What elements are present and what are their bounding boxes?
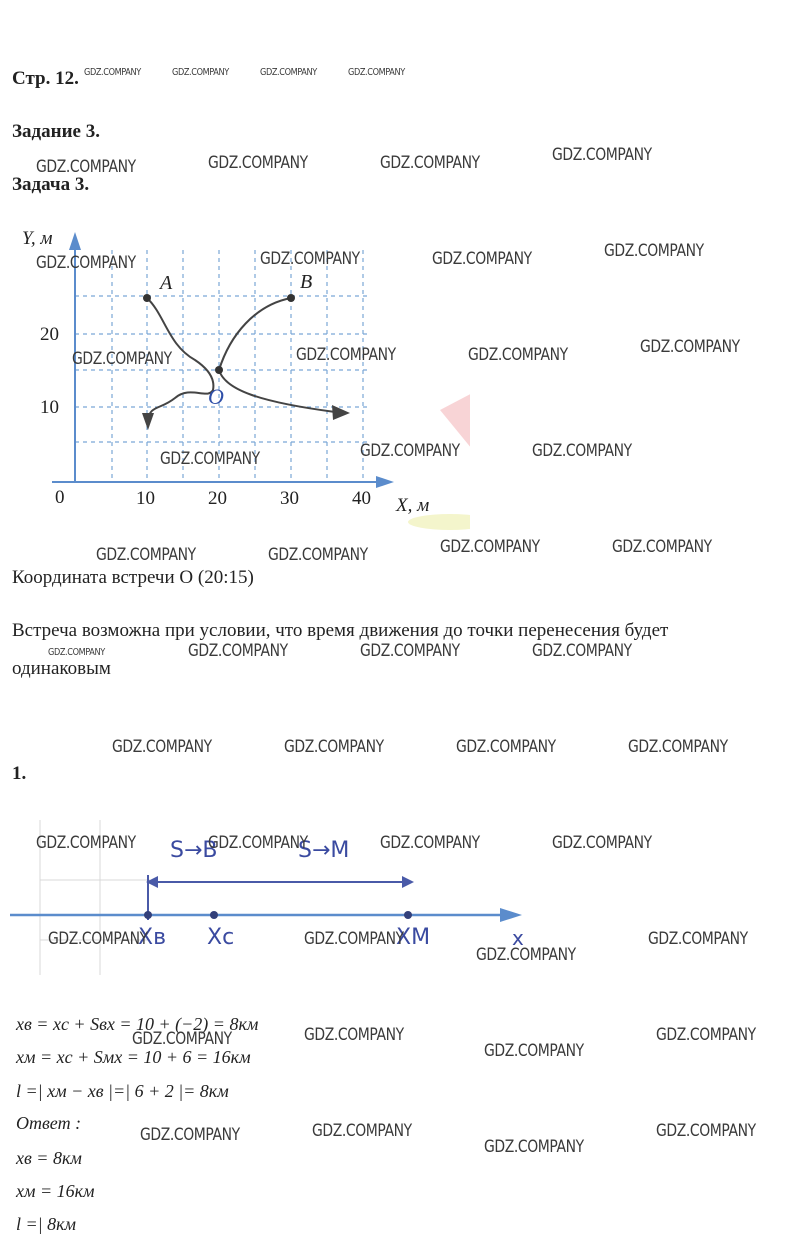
xm-dot (404, 911, 412, 919)
watermark: GDZ.COMPANY (312, 1121, 412, 1141)
watermark: GDZ.COMPANY (132, 1029, 232, 1049)
x-tick-30: 30 (280, 488, 299, 509)
watermark: GDZ.COMPANY (112, 737, 212, 757)
y-tick-10: 10 (40, 397, 59, 418)
xb-dot (144, 911, 152, 919)
watermark: GDZ.COMPANY (640, 337, 740, 357)
watermark: GDZ.COMPANY (304, 1025, 404, 1045)
xc-dot (210, 911, 218, 919)
watermark: GDZ.COMPANY (36, 253, 136, 273)
page-number: Стр. 12. (12, 68, 79, 89)
x-tick-40: 40 (352, 488, 371, 509)
watermark: GDZ.COMPANY (284, 737, 384, 757)
item-1-label: 1. (12, 763, 27, 784)
watermark: GDZ.COMPANY (360, 441, 460, 461)
watermark: GDZ.COMPANY (268, 545, 368, 565)
y-tick-20: 20 (40, 324, 59, 345)
watermark: GDZ.COMPANY (648, 929, 748, 949)
watermark: GDZ.COMPANY (612, 537, 712, 557)
watermark: GDZ.COMPANY (628, 737, 728, 757)
answer-xm: xм = 16км (16, 1181, 95, 1201)
watermark: GDZ.COMPANY (172, 67, 229, 78)
x-tick-20: 20 (208, 488, 227, 509)
point-a-label: A (160, 272, 173, 294)
watermark: GDZ.COMPANY (36, 157, 136, 177)
watermark: GDZ.COMPANY (304, 929, 404, 949)
x-tick-10: 10 (136, 488, 155, 509)
watermark: GDZ.COMPANY (160, 449, 260, 469)
watermark: GDZ.COMPANY (96, 545, 196, 565)
xm-label: XM (396, 925, 431, 950)
watermark: GDZ.COMPANY (380, 153, 480, 173)
watermark: GDZ.COMPANY (208, 833, 308, 853)
watermark: GDZ.COMPANY (48, 647, 105, 658)
watermark: GDZ.COMPANY (432, 249, 532, 269)
point-b-label: B (300, 271, 313, 293)
watermark: GDZ.COMPANY (260, 249, 360, 269)
condition-line-2: одинаковым (12, 658, 111, 679)
vector-sm-label: S→M (298, 838, 350, 863)
watermark: GDZ.COMPANY (468, 345, 568, 365)
watermark: GDZ.COMPANY (456, 737, 556, 757)
answer-label: Ответ : (16, 1113, 82, 1133)
watermark: GDZ.COMPANY (296, 345, 396, 365)
watermark: GDZ.COMPANY (484, 1041, 584, 1061)
point-o-dot (215, 366, 223, 374)
watermark: GDZ.COMPANY (656, 1025, 756, 1045)
formula-xb: xв = xс + Sвх = 10 + (−2) = 8км (16, 1014, 259, 1034)
watermark: GDZ.COMPANY (440, 537, 540, 557)
watermark: GDZ.COMPANY (532, 441, 632, 461)
answer-xb: xв = 8км (16, 1148, 82, 1168)
watermark: GDZ.COMPANY (188, 641, 288, 661)
watermark: GDZ.COMPANY (260, 67, 317, 78)
watermark: GDZ.COMPANY (36, 833, 136, 853)
x-label: x (512, 926, 524, 950)
xb-label: Xв (138, 925, 167, 950)
watermark: GDZ.COMPANY (48, 929, 148, 949)
watermark: GDZ.COMPANY (552, 833, 652, 853)
x-tick-0: 0 (55, 487, 65, 508)
task-3-heading: Задание 3. (12, 121, 100, 142)
formula-l: l =| xм − xв |=| 6 + 2 |= 8км (16, 1081, 229, 1101)
meeting-coordinate-text: Координата встречи О (20:15) (12, 567, 254, 588)
watermark: GDZ.COMPANY (72, 349, 172, 369)
watermark: GDZ.COMPANY (552, 145, 652, 165)
watermark: GDZ.COMPANY (84, 67, 141, 78)
answer-l: l =| 8км (16, 1214, 77, 1234)
watermark: GDZ.COMPANY (476, 945, 576, 965)
vector-sb-label: S→B (170, 838, 218, 863)
xc-label: Xc (207, 925, 235, 950)
watermark: GDZ.COMPANY (140, 1125, 240, 1145)
problem-3-heading: Задача 3. (12, 174, 90, 195)
point-b-dot (287, 294, 295, 302)
number-line-arrowhead (500, 908, 522, 922)
watermark: GDZ.COMPANY (380, 833, 480, 853)
watermark: GDZ.COMPANY (484, 1137, 584, 1157)
y-axis-label: Y, м (22, 228, 53, 249)
x-axis-label: X, м (396, 495, 430, 516)
watermark: GDZ.COMPANY (532, 641, 632, 661)
watermark: GDZ.COMPANY (348, 67, 405, 78)
watermark: GDZ.COMPANY (208, 153, 308, 173)
point-a-dot (143, 294, 151, 302)
watermark: GDZ.COMPANY (360, 641, 460, 661)
condition-line-1: Встреча возможна при условии, что время движения до точки перенесения будет (12, 620, 669, 641)
formula-xm: xм = xс + Sмх = 10 + 6 = 16км (16, 1047, 251, 1067)
point-o-label: O (208, 384, 224, 409)
watermark: GDZ.COMPANY (656, 1121, 756, 1141)
watermark: GDZ.COMPANY (604, 241, 704, 261)
